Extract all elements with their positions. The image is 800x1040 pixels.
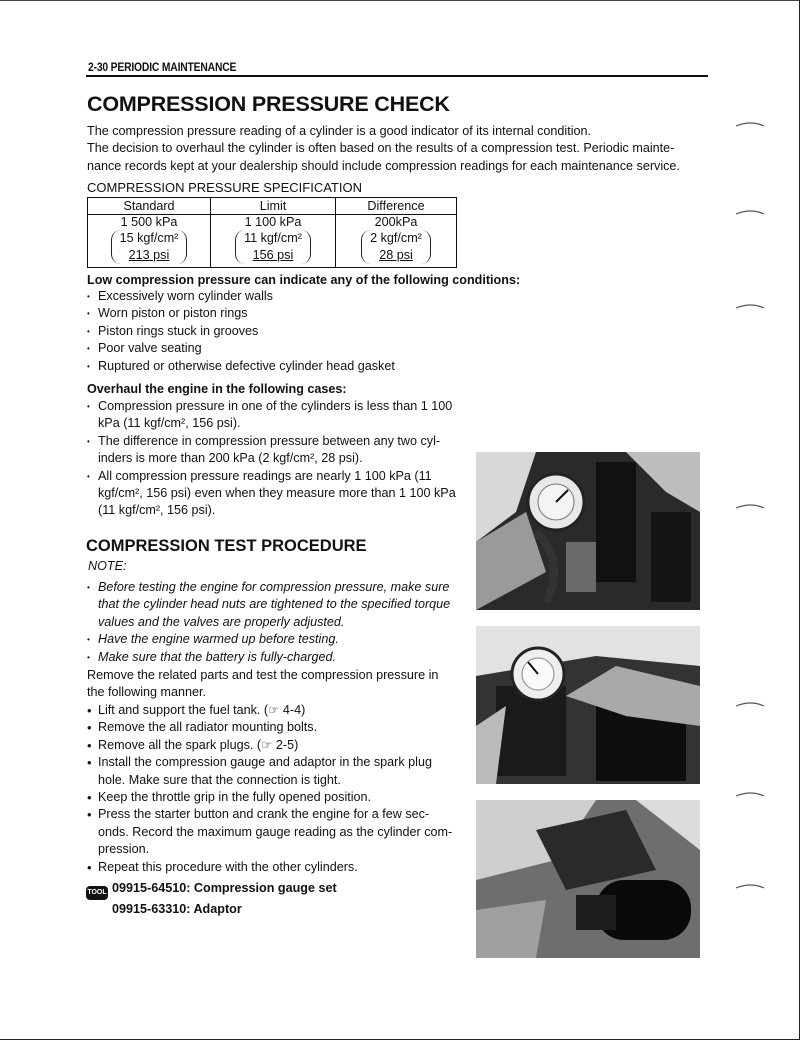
note-label: NOTE: [88, 559, 127, 573]
margin-mark [736, 790, 766, 800]
procedure-lead: Remove the related parts and test the compression pressure in the following manner. [87, 668, 439, 700]
list-item: • Have the engine warmed up before testing. [87, 631, 459, 648]
low-list [87, 288, 467, 375]
spec-psi: 156 psi [252, 248, 294, 262]
list-item: • Make sure that the battery is fully-charged. [87, 649, 459, 666]
spec-header: Difference [336, 198, 457, 215]
page-title: COMPRESSION PRESSURE CHECK [87, 92, 450, 116]
tool-line-2: 09915-63310: Adaptor [112, 902, 242, 916]
spec-cell: 1 500 kPa [88, 215, 211, 230]
photo-gauge-reading [476, 626, 700, 784]
special-tools [86, 879, 337, 918]
spec-cell: 1 100 kPa [211, 215, 336, 230]
list-item: • Press the starter button and crank the engine for a few sec-onds. Record the maximum gauge reading as the cylinder com-pression. [87, 806, 459, 858]
intro-line-2: The decision to overhaul the cylinder is often based on the results of a compression test. Periodic mainte- [87, 141, 675, 155]
spec-header: Standard [88, 198, 211, 215]
margin-mark [736, 120, 766, 130]
photo-gauge-installed [476, 452, 700, 610]
list-item: • The difference in compression pressure between any two cyl-inders is more than 200 kPa (2 kgf/cm², 28 psi). [87, 433, 459, 468]
list-item: • Repeat this procedure with the other cylinders. [87, 859, 459, 876]
spec-paren-row [88, 229, 457, 268]
spec-paren [235, 230, 311, 264]
list-item: • Compression pressure in one of the cylinders is less than 1 100 kPa (11 kgf/cm², 156 psi). [87, 398, 459, 433]
spec-cell: 200kPa [336, 215, 457, 230]
list-item: • Install the compression gauge and adaptor in the spark plug hole. Make sure that the connection is tight. [87, 754, 459, 789]
list-item: • Keep the throttle grip in the fully opened position. [87, 789, 459, 806]
spec-kpa-row [88, 215, 457, 230]
spec-caption: COMPRESSION PRESSURE SPECIFICATION [87, 180, 362, 195]
header-rule [86, 75, 708, 77]
list-item: • Lift and support the fuel tank. (☞ 4-4) [87, 702, 459, 719]
list-item: • Worn piston or piston rings [87, 305, 467, 322]
list-item: • Remove all the spark plugs. (☞ 2-5) [87, 737, 459, 754]
list-item: • Before testing the engine for compression pressure, make sure that the cylinder head nuts are tightened to the specified torque values and the valves are properly adjusted. [87, 579, 459, 631]
list-item: • Remove the all radiator mounting bolts. [87, 719, 459, 736]
overhaul-list [87, 398, 459, 520]
intro-line-1: The compression pressure reading of a cylinder is a good indicator of its internal condition. [87, 124, 592, 138]
spec-paren [361, 230, 431, 264]
tool-line-1: 09915-64510: Compression gauge set [112, 881, 337, 895]
spec-header: Limit [211, 198, 336, 215]
photo-throttle-grip [476, 800, 700, 958]
low-heading: Low compression pressure can indicate any of the following conditions: [87, 273, 521, 287]
spec-paren [111, 230, 188, 264]
margin-mark [736, 208, 766, 218]
tool-icon: TOOL [86, 886, 108, 900]
list-item: • Poor valve seating [87, 340, 467, 357]
margin-mark [736, 700, 766, 710]
spec-psi: 28 psi [379, 248, 413, 262]
margin-mark [736, 882, 766, 892]
spec-kgf: 11 kgf/cm² [244, 231, 302, 245]
spec-kgf: 2 kgf/cm² [370, 231, 422, 245]
margin-mark [736, 502, 766, 512]
overhaul-heading: Overhaul the engine in the following cases: [87, 382, 347, 396]
running-header: 2-30 PERIODIC MAINTENANCE [88, 60, 237, 74]
spec-psi: 213 psi [128, 248, 170, 262]
list-item: • Ruptured or otherwise defective cylinder head gasket [87, 358, 467, 375]
procedure-steps [87, 702, 459, 876]
spec-table [87, 197, 457, 268]
note-list [87, 579, 459, 666]
list-item: • Piston rings stuck in grooves [87, 323, 467, 340]
spec-kgf: 15 kgf/cm² [119, 231, 179, 245]
procedure-heading: COMPRESSION TEST PROCEDURE [86, 537, 367, 555]
list-item: • All compression pressure readings are nearly 1 100 kPa (11 kgf/cm², 156 psi) even when they measure more than 1 100 kPa (11 kgf/cm², 156 psi). [87, 468, 459, 520]
margin-mark [736, 302, 766, 312]
spec-header-row [88, 198, 457, 215]
intro-line-3: nance records kept at your dealership should include compression readings for each maintenance service. [87, 159, 680, 173]
list-item: • Excessively worn cylinder walls [87, 288, 467, 305]
